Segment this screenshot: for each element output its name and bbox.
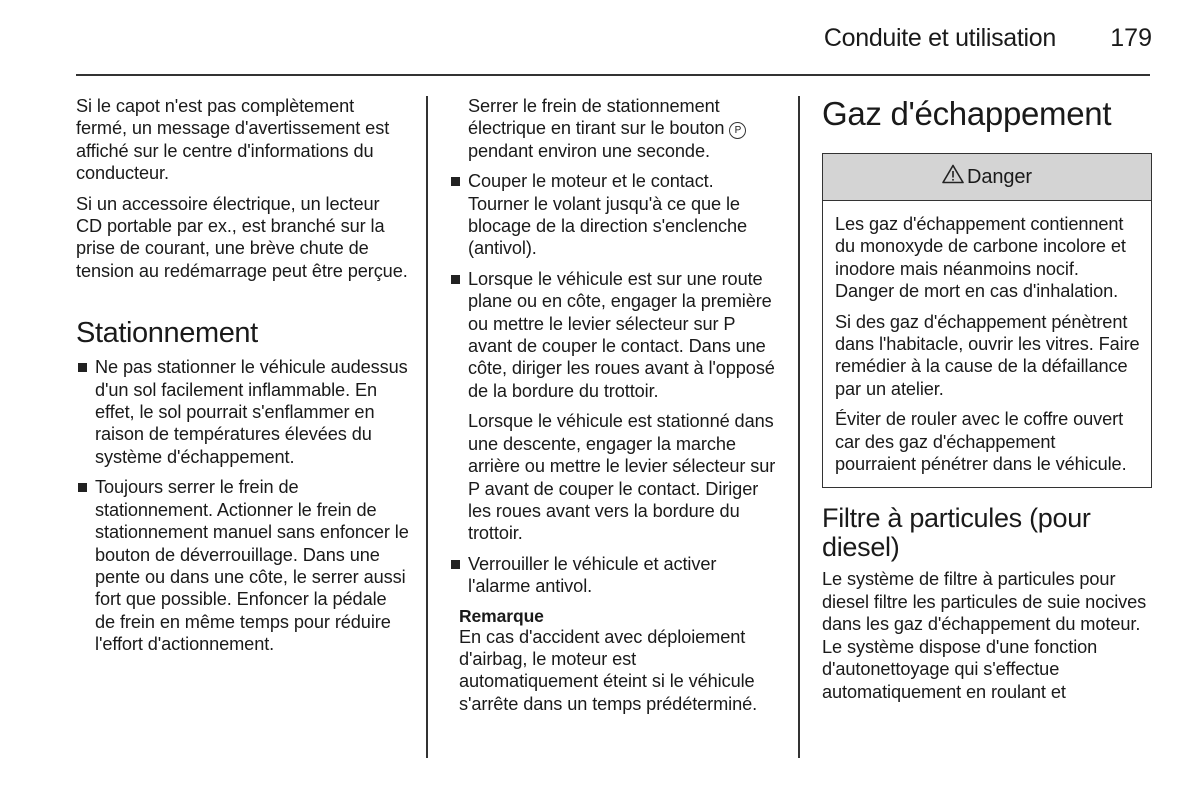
bullet-square-icon — [78, 363, 87, 372]
column-1 — [76, 95, 409, 664]
list-item-text: Couper le moteur et le contact. Tourner le volant jusqu'à ce que le blocage de la direction s'enclenche (antivol). — [468, 171, 748, 259]
note-body: En cas d'accident avec déploiement d'airbag, le moteur est automatiquement éteint si le véhicule s'arrête dans un temps prédéterminé. — [459, 626, 758, 714]
bullet-square-icon — [78, 483, 87, 492]
danger-paragraph: Éviter de rouler avec le coffre ouvert car des gaz d'échappement pourraient pénétrer dans le véhicule. — [835, 409, 1127, 475]
electric-brake-text-end: pendant environ une seconde. — [468, 140, 710, 161]
paragraph-filter: Le système de filtre à particules pour diesel filtre les particules de suie nocives dans les gaz d'échappement du moteur. Le système dispose d'une fonction d'autonettoyage qui s'effectue automatiquement en roulant et — [822, 569, 1147, 702]
heading-filtre-particules: Filtre à particules (pour diesel) — [822, 503, 1091, 563]
danger-header — [823, 154, 1151, 201]
bullet-square-icon — [451, 560, 460, 569]
column-divider-1 — [426, 96, 428, 758]
list-item — [76, 476, 409, 655]
heading-stationnement: Stationnement — [76, 317, 258, 350]
list-item — [449, 553, 779, 598]
list-item-text: Ne pas stationner le véhicule audessus d'un sol facilement inflammable. En effet, le sol pourrait s'enflammer en raison de températures élevées du système d'échappement. — [95, 357, 408, 467]
heading-gaz-echappement: Gaz d'échappement — [822, 95, 1112, 132]
section-title: Conduite et utilisation — [823, 24, 1056, 52]
danger-body — [823, 201, 1151, 487]
paragraph-hood-warning: Si le capot n'est pas complètement fermé, un message d'avertissement est affiché sur le centre d'informations du conducteur. — [76, 96, 390, 184]
danger-box — [822, 153, 1152, 488]
paragraph-accessory: Si un accessoire électrique, un lecteur CD portable par ex., est branché sur la prise de courant, une brève chute de tension au redémarrage peut être perçue. — [76, 193, 408, 281]
list-item-text: Toujours serrer le frein de stationnement. Actionner le frein de stationnement manuel sans enfoncer le bouton de déverrouillage. Dans une pente ou dans une côte, le serrer aussi fort que possible. Enfoncer la pédale de frein en même temps pour réduire l'effort d'actionnement. — [95, 477, 409, 655]
danger-paragraph: Les gaz d'échappement contiennent du monoxyde de carbone incolore et inodore mais néanmoins nocif. Danger de mort en cas d'inhalation. — [835, 214, 1126, 302]
bullet-square-icon — [451, 275, 460, 284]
parking-bullet-list — [76, 356, 409, 655]
electric-brake-text: Serrer le frein de stationnement électrique en tirant sur le bouton — [468, 96, 725, 139]
danger-paragraph: Si des gaz d'échappement pénètrent dans l'habitacle, ouvrir les vitres. Faire remédier à la cause de la défaillance par un atelier. — [835, 311, 1140, 399]
warning-triangle-icon — [942, 164, 964, 189]
note-title: Remarque — [459, 605, 544, 626]
column-2 — [449, 95, 779, 715]
paragraph-electric-brake — [449, 95, 779, 162]
page-header — [76, 24, 1152, 54]
list-item-continuation: Lorsque le véhicule est stationné dans une descente, engager la marche arrière ou mettre le levier sélecteur sur P avant de couper le contact. Diriger les roues avant vers la bordure du trottoir. — [468, 411, 776, 544]
parking-steps-list — [449, 170, 779, 597]
header-divider — [76, 74, 1150, 76]
list-item-text: Verrouiller le véhicule et activer l'alarme antivol. — [468, 553, 717, 597]
page-number: 179 — [1110, 24, 1152, 52]
bullet-square-icon — [451, 177, 460, 186]
list-item — [76, 356, 409, 468]
list-item-text: Lorsque le véhicule est sur une route plane ou en côte, engager la première ou mettre le levier sélecteur sur P avant de couper le contact. Dans une côte, diriger les roues avant à l'opposé de la bordure du trottoir. — [468, 268, 775, 401]
list-item — [449, 268, 779, 545]
list-item — [449, 170, 779, 260]
column-3 — [822, 95, 1152, 711]
danger-title: Danger — [967, 165, 1032, 188]
parking-brake-icon: P — [729, 122, 746, 139]
column-divider-2 — [798, 96, 800, 758]
